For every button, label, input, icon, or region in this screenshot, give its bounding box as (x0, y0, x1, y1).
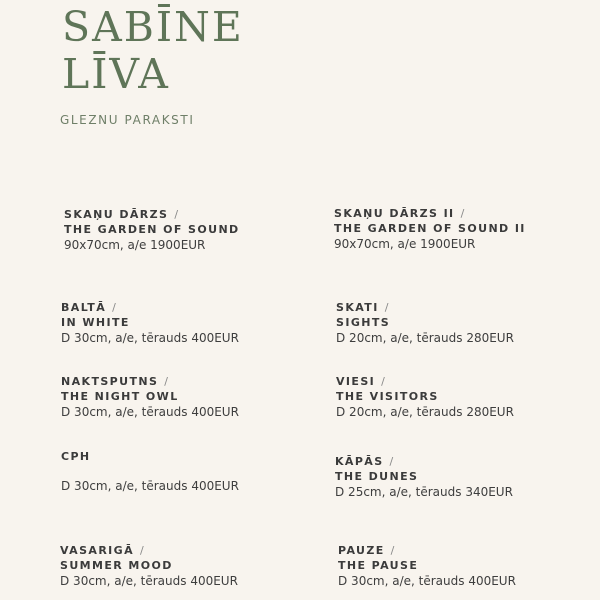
caption-kapas (335, 454, 513, 500)
details: D 30cm, a/e, tērauds 400EUR (338, 574, 516, 588)
separator: / (164, 375, 170, 388)
title-lv: VASARIGĀ (60, 544, 135, 557)
title-en: THE VISITORS (336, 390, 439, 403)
title-lv: KĀPĀS (335, 455, 384, 468)
title-lv: SKAŅU DĀRZS (64, 208, 169, 221)
caption-balta (61, 300, 239, 346)
title-en: IN WHITE (61, 316, 130, 329)
separator: / (460, 207, 466, 220)
caption-naktsputns (61, 374, 239, 420)
separator: / (174, 208, 180, 221)
separator: / (112, 301, 118, 314)
title-en: THE GARDEN OF SOUND (64, 223, 240, 236)
details: D 30cm, a/e, tērauds 400EUR (61, 331, 239, 345)
brand-first-name: SABĪNE (62, 3, 244, 51)
separator: / (390, 544, 396, 557)
title-en: THE GARDEN OF SOUND II (334, 222, 526, 235)
separator: / (381, 375, 387, 388)
details: D 30cm, a/e, tērauds 400EUR (60, 574, 238, 588)
caption-vasariga (60, 543, 238, 589)
separator: / (384, 301, 390, 314)
title-lv: SKAŅU DĀRZS II (334, 207, 455, 220)
title-en: SIGHTS (336, 316, 391, 329)
page-subtitle: GLEZNU PARAKSTI (60, 113, 195, 127)
caption-viesi (336, 374, 514, 420)
title-lv: BALTĀ (61, 301, 107, 314)
caption-skanu-darzs (64, 207, 240, 253)
details: D 20cm, a/e, tērauds 280EUR (336, 331, 514, 345)
title-lv: NAKTSPUTNS (61, 375, 159, 388)
details: D 20cm, a/e, tērauds 280EUR (336, 405, 514, 419)
caption-skati (336, 300, 514, 346)
title-lv: SKATI (336, 301, 379, 314)
caption-cph (61, 449, 239, 494)
details: D 25cm, a/e, tērauds 340EUR (335, 485, 513, 499)
brand-logo (62, 4, 244, 98)
separator: / (140, 544, 146, 557)
title-en: THE DUNES (335, 470, 419, 483)
details: D 30cm, a/e, tērauds 400EUR (61, 479, 239, 493)
title-lv: CPH (61, 450, 91, 463)
title-en: THE NIGHT OWL (61, 390, 179, 403)
title-en: SUMMER MOOD (60, 559, 173, 572)
brand-last-name: LĪVA (62, 50, 170, 98)
separator: / (389, 455, 395, 468)
caption-skanu-darzs-ii (334, 206, 526, 252)
title-en: THE PAUSE (338, 559, 419, 572)
caption-pauze (338, 543, 516, 589)
details: D 30cm, a/e, tērauds 400EUR (61, 405, 239, 419)
details: 90x70cm, a/e 1900EUR (334, 237, 476, 251)
title-lv: PAUZE (338, 544, 385, 557)
details: 90x70cm, a/e 1900EUR (64, 238, 206, 252)
title-lv: VIESI (336, 375, 376, 388)
